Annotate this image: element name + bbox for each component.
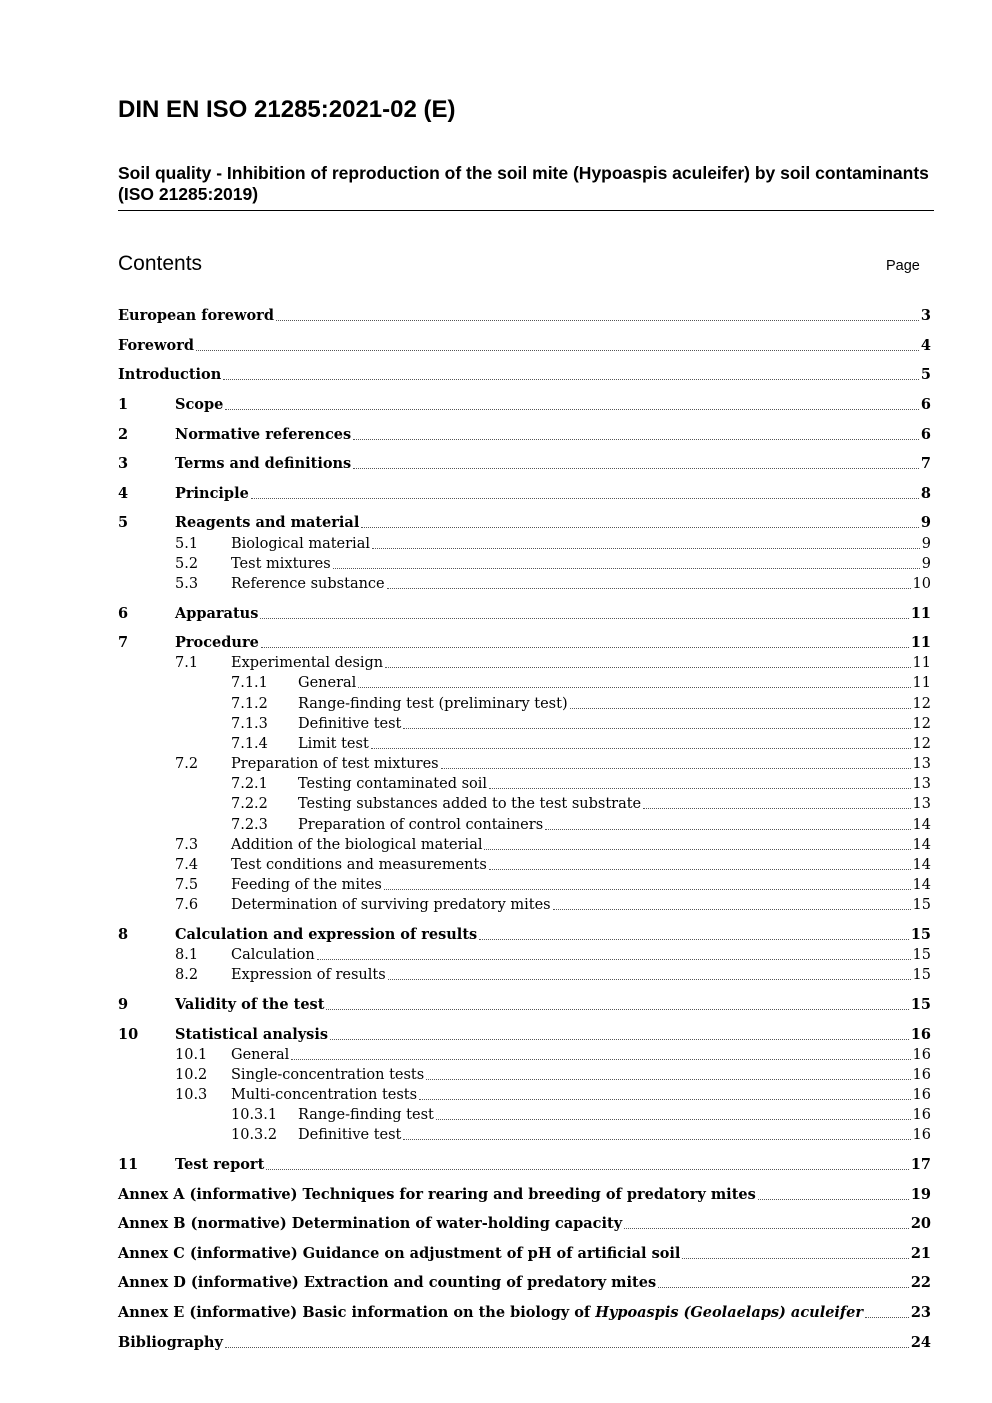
toc-entry-title-text: Foreword <box>118 337 194 354</box>
toc-entry-page: 22 <box>910 1274 931 1291</box>
toc-dot-leader <box>658 1287 909 1288</box>
toc-dot-leader <box>643 808 910 809</box>
document-title: Soil quality - Inhibition of reproduction of the soil mite (Hypoaspis aculeifer) by soil contaminants (ISO 21285:2019) <box>118 163 929 204</box>
toc-entry[interactable] <box>0 513 992 533</box>
toc-entry-number: 5.3 <box>175 576 199 592</box>
toc-entry[interactable] <box>0 653 992 673</box>
toc-dot-leader <box>426 1079 910 1080</box>
toc-entry-title-text: Limit test <box>298 736 369 752</box>
toc-entry-title-text: Preparation of control containers <box>298 817 544 833</box>
toc-entry-title <box>231 1045 289 1065</box>
page-column-label: Page <box>886 258 920 274</box>
toc-dot-leader <box>353 468 919 469</box>
toc-entry-title <box>231 945 315 965</box>
toc-entry-number: 7.2.1 <box>231 776 268 792</box>
toc-entry-page: 14 <box>912 877 931 893</box>
toc-entry-title-text: Definitive test <box>298 1127 402 1143</box>
toc-entry-page: 9 <box>920 514 931 531</box>
toc-entry-title <box>118 1273 656 1293</box>
toc-entry-number: 7.6 <box>175 897 199 913</box>
toc-entry-title-text: Test conditions and measurements <box>231 857 487 873</box>
toc-entry-number: 7.1.4 <box>231 736 268 752</box>
toc-entry-page: 13 <box>912 776 931 792</box>
toc-entry-number: 7.1.2 <box>231 696 268 712</box>
toc-entry-page: 14 <box>912 837 931 853</box>
toc-entry-page: 3 <box>920 307 931 324</box>
toc-dot-leader <box>260 618 908 619</box>
toc-entry-title-text: Range-finding test (preliminary test) <box>298 696 568 712</box>
toc-entry-number: 3 <box>118 455 129 472</box>
toc-entry-title-text: Calculation and expression of results <box>175 926 478 943</box>
title-rule <box>118 210 934 211</box>
toc-entry-title-text: Annex E (informative) Basic information on the biology of <box>118 1304 591 1321</box>
toc-dot-leader <box>371 748 911 749</box>
toc-dot-leader <box>225 1347 909 1348</box>
toc-dot-leader <box>384 889 911 890</box>
toc-entry-title-text: Expression of results <box>231 967 386 983</box>
toc-entry-title-text: Annex D (informative) Extraction and counting of predatory mites <box>118 1274 657 1291</box>
toc-entry[interactable] <box>0 454 992 474</box>
toc-entry-title <box>298 794 641 814</box>
toc-entry[interactable] <box>0 673 992 693</box>
toc-entry-title <box>175 425 351 445</box>
toc-entry-page: 13 <box>912 796 931 812</box>
toc-entry-title <box>298 714 401 734</box>
toc-entry-title <box>118 365 221 385</box>
toc-entry-title <box>298 815 543 835</box>
toc-entry[interactable] <box>0 965 992 985</box>
toc-entry-page: 19 <box>910 1186 931 1203</box>
toc-entry[interactable] <box>0 794 992 814</box>
toc-entry[interactable] <box>0 554 992 574</box>
toc-entry-title <box>175 513 359 533</box>
toc-entry-title <box>231 895 551 915</box>
toc-entry-page: 11 <box>910 605 931 622</box>
toc-entry-title <box>175 1155 264 1175</box>
toc-entry-title-text: Multi-concentration tests <box>231 1087 418 1103</box>
toc-entry-title <box>231 534 370 554</box>
toc-entry-title <box>298 734 369 754</box>
toc-entry[interactable] <box>0 1125 992 1145</box>
toc-entry-number: 9 <box>118 996 129 1013</box>
toc-entry[interactable] <box>0 1025 992 1045</box>
toc-entry-number: 7.1.1 <box>231 675 268 691</box>
toc-dot-leader <box>624 1228 909 1229</box>
toc-dot-leader <box>682 1258 908 1259</box>
toc-entry-title <box>298 1105 434 1125</box>
toc-entry-page: 14 <box>912 857 931 873</box>
toc-entry[interactable] <box>0 1244 992 1264</box>
toc-entry[interactable] <box>0 1333 992 1353</box>
toc-dot-leader <box>317 959 911 960</box>
toc-entry-page: 11 <box>912 675 931 691</box>
toc-dot-leader <box>479 939 909 940</box>
toc-dot-leader <box>553 909 911 910</box>
toc-dot-leader <box>570 708 911 709</box>
toc-entry[interactable] <box>0 484 992 504</box>
toc-entry-page: 24 <box>910 1334 931 1351</box>
toc-entry-number: 7.2.3 <box>231 817 268 833</box>
toc-entry-title-text: Terms and definitions <box>175 455 352 472</box>
toc-entry-page: 15 <box>912 947 931 963</box>
toc-entry-title <box>231 965 386 985</box>
toc-entry-title <box>298 673 356 693</box>
toc-entry[interactable] <box>0 336 992 356</box>
toc-entry[interactable] <box>0 925 992 945</box>
toc-entry-page: 8 <box>920 485 931 502</box>
toc-entry[interactable] <box>0 875 992 895</box>
toc-entry-title-text: Experimental design <box>231 655 384 671</box>
toc-entry-title-text: European foreword <box>118 307 274 324</box>
toc-entry[interactable] <box>0 1273 992 1293</box>
toc-entry-title-text: Normative references <box>175 426 352 443</box>
toc-entry[interactable] <box>0 815 992 835</box>
toc-entry[interactable] <box>0 604 992 624</box>
toc-entry-title <box>231 835 482 855</box>
toc-entry-title <box>231 554 331 574</box>
toc-entry[interactable] <box>0 714 992 734</box>
toc-entry[interactable] <box>0 895 992 915</box>
toc-entry[interactable] <box>0 633 992 653</box>
toc-entry-page: 4 <box>920 337 931 354</box>
toc-dot-leader <box>276 320 919 321</box>
toc-dot-leader <box>441 768 911 769</box>
toc-entry-number: 7.4 <box>175 857 199 873</box>
toc-entry-title <box>231 574 385 594</box>
toc-entry-page: 16 <box>912 1067 931 1083</box>
toc-entry[interactable] <box>0 1214 992 1234</box>
toc-entry-title-text: Validity of the test <box>175 996 325 1013</box>
toc-entry-title <box>118 336 194 356</box>
toc-entry[interactable] <box>0 995 992 1015</box>
toc-entry-page: 12 <box>912 736 931 752</box>
toc-dot-leader <box>403 728 910 729</box>
toc-entry-title-text: Introduction <box>118 366 222 383</box>
toc-entry[interactable] <box>0 395 992 415</box>
toc-dot-leader <box>387 588 911 589</box>
toc-entry-title <box>118 1303 863 1323</box>
toc-entry-title-text: Range-finding test <box>298 1107 434 1123</box>
toc-entry-number: 10.2 <box>175 1067 208 1083</box>
toc-entry-page: 7 <box>920 455 931 472</box>
toc-entry-title-text: Testing substances added to the test substrate <box>298 796 642 812</box>
document-id: DIN EN ISO 21285:2021-02 (E) <box>118 96 456 123</box>
toc-entry-number: 10.3 <box>175 1087 208 1103</box>
toc-entry-number: 5.2 <box>175 556 199 572</box>
toc-entry-title-text: Annex A (informative) Techniques for rearing and breeding of predatory mites <box>118 1186 756 1203</box>
toc-entry[interactable] <box>0 1105 992 1125</box>
toc-entry-title <box>175 484 249 504</box>
toc-entry-title-text: Apparatus <box>175 605 259 622</box>
toc-dot-leader <box>403 1139 910 1140</box>
toc-entry-title-text: Test report <box>175 1156 265 1173</box>
toc-entry-page: 5 <box>920 366 931 383</box>
toc-entry-page: 9 <box>921 536 931 552</box>
toc-entry-page: 15 <box>910 926 931 943</box>
toc-entry-title <box>231 1085 417 1105</box>
toc-entry-title-text: Biological material <box>231 536 370 552</box>
toc-entry-title-text: Reference substance <box>231 576 385 592</box>
toc-entry-page: 10 <box>912 576 931 592</box>
toc-entry-title-text: General <box>231 1047 290 1063</box>
toc-dot-leader <box>353 439 919 440</box>
toc-dot-leader <box>330 1039 909 1040</box>
toc-entry-number: 2 <box>118 426 129 443</box>
toc-entry-number: 4 <box>118 485 129 502</box>
toc-entry-number: 7.2 <box>175 756 199 772</box>
toc-dot-leader <box>358 687 910 688</box>
toc-entry-title <box>118 306 274 326</box>
toc-entry-title-text: Statistical analysis <box>175 1026 329 1043</box>
toc-entry-title <box>175 1025 328 1045</box>
toc-dot-leader <box>489 788 911 789</box>
toc-entry[interactable] <box>0 694 992 714</box>
toc-entry-title <box>298 694 568 714</box>
toc-entry-title-text: Scope <box>175 396 224 413</box>
toc-entry[interactable] <box>0 835 992 855</box>
toc-entry-title-italic: Hypoaspis (Geolaelaps) aculeifer <box>595 1304 864 1321</box>
toc-entry-title-text: Procedure <box>175 634 259 651</box>
toc-entry-title-text: Addition of the biological material <box>231 837 483 853</box>
toc-entry-title-text: Annex B (normative) Determination of water-holding capacity <box>118 1215 623 1232</box>
toc-entry-title-text: Determination of surviving predatory mites <box>231 897 551 913</box>
toc-entry-title <box>175 633 259 653</box>
toc-entry-title <box>175 454 351 474</box>
toc-entry-title-text: Testing contaminated soil <box>298 776 488 792</box>
toc-entry-page: 9 <box>921 556 931 572</box>
toc-entry-title <box>118 1333 223 1353</box>
toc-dot-leader <box>385 667 910 668</box>
toc-entry-page: 14 <box>912 817 931 833</box>
toc-entry-title <box>231 855 487 875</box>
toc-dot-leader <box>261 647 909 648</box>
toc-entry[interactable] <box>0 1155 992 1175</box>
toc-dot-leader <box>225 409 919 410</box>
toc-dot-leader <box>436 1119 911 1120</box>
toc-entry-number: 7.5 <box>175 877 199 893</box>
toc-entry-number: 1 <box>118 396 129 413</box>
toc-entry-number: 7.2.2 <box>231 796 268 812</box>
toc-entry-title <box>231 1065 424 1085</box>
toc-entry[interactable] <box>0 1045 992 1065</box>
toc-entry[interactable] <box>0 574 992 594</box>
toc-entry-title <box>231 875 382 895</box>
toc-dot-leader <box>326 1009 908 1010</box>
toc-entry[interactable] <box>0 855 992 875</box>
toc-entry-title-text: Principle <box>175 485 249 502</box>
toc-entry-page: 6 <box>920 396 931 413</box>
toc-entry-number: 8.1 <box>175 947 199 963</box>
toc-entry-title-text: Annex C (informative) Guidance on adjustment of pH of artificial soil <box>118 1245 681 1262</box>
toc-dot-leader <box>196 350 919 351</box>
toc-entry-number: 6 <box>118 605 129 622</box>
toc-entry[interactable] <box>0 945 992 965</box>
toc-entry-page: 16 <box>912 1087 931 1103</box>
toc-dot-leader <box>266 1169 909 1170</box>
toc-entry-page: 16 <box>912 1047 931 1063</box>
contents-heading: Contents <box>118 252 203 275</box>
toc-entry-page: 13 <box>912 756 931 772</box>
toc-entry[interactable] <box>0 734 992 754</box>
toc-dot-leader <box>372 548 920 549</box>
toc-entry[interactable] <box>0 754 992 774</box>
toc-entry-page: 21 <box>910 1245 931 1262</box>
toc-entry-number: 7.3 <box>175 837 199 853</box>
toc-entry-page: 11 <box>910 634 931 651</box>
toc-entry-page: 16 <box>912 1107 931 1123</box>
toc-entry[interactable] <box>0 1185 992 1205</box>
toc-entry-title-text: Reagents and material <box>175 514 360 531</box>
toc-entry-title <box>298 774 487 794</box>
toc-dot-leader <box>484 849 910 850</box>
toc-entry-number: 10.3.2 <box>231 1127 278 1143</box>
toc-dot-leader <box>545 829 910 830</box>
toc-entry-page: 15 <box>910 996 931 1013</box>
toc-entry-title <box>118 1244 680 1264</box>
toc-entry-page: 16 <box>910 1026 931 1043</box>
toc-entry-number: 7 <box>118 634 129 651</box>
toc-entry-number: 10 <box>118 1026 139 1043</box>
toc-entry[interactable] <box>0 306 992 326</box>
toc-entry-number: 8.2 <box>175 967 199 983</box>
toc-entry[interactable] <box>0 774 992 794</box>
toc-entry-title <box>118 1214 622 1234</box>
toc-entry-number: 10.1 <box>175 1047 208 1063</box>
toc-entry-number: 7.1.3 <box>231 716 268 732</box>
toc-entry-title <box>298 1125 401 1145</box>
toc-entry[interactable] <box>0 1303 992 1323</box>
toc-entry[interactable] <box>0 1085 992 1105</box>
toc-dot-leader <box>758 1199 909 1200</box>
toc-dot-leader <box>361 527 919 528</box>
toc-entry-title-text: Single-concentration tests <box>231 1067 425 1083</box>
toc-entry-title-text: Calculation <box>231 947 315 963</box>
toc-dot-leader <box>865 1317 909 1318</box>
toc-entry-page: 6 <box>920 426 931 443</box>
toc-entry-title <box>175 395 223 415</box>
toc-entry-number: 7.1 <box>175 655 199 671</box>
toc-entry-page: 15 <box>912 897 931 913</box>
toc-entry-title <box>231 653 383 673</box>
toc-entry[interactable] <box>0 534 992 554</box>
toc-entry-title-text: Test mixtures <box>231 556 331 572</box>
toc-entry-title <box>118 1185 756 1205</box>
toc-dot-leader <box>333 568 920 569</box>
toc-entry-number: 11 <box>118 1156 139 1173</box>
toc-entry-page: 23 <box>910 1304 931 1321</box>
toc-dot-leader <box>251 498 919 499</box>
toc-dot-leader <box>388 979 911 980</box>
toc-dot-leader <box>419 1099 910 1100</box>
toc-entry[interactable] <box>0 1065 992 1085</box>
toc-entry-title <box>231 754 439 774</box>
toc-entry-title <box>175 604 258 624</box>
toc-entry-number: 5.1 <box>175 536 199 552</box>
toc-entry-title-text: Bibliography <box>118 1334 223 1351</box>
toc-entry-number: 10.3.1 <box>231 1107 278 1123</box>
toc-dot-leader <box>489 869 911 870</box>
toc-entry[interactable] <box>0 365 992 385</box>
toc-entry-page: 12 <box>912 696 931 712</box>
toc-entry-title-text: Preparation of test mixtures <box>231 756 439 772</box>
toc-entry-title-text: Feeding of the mites <box>231 877 382 893</box>
toc-entry-title <box>175 995 324 1015</box>
toc-entry-page: 17 <box>910 1156 931 1173</box>
toc-entry-number: 5 <box>118 514 129 531</box>
toc-entry[interactable] <box>0 425 992 445</box>
toc-dot-leader <box>291 1059 910 1060</box>
toc-entry-title-text: Definitive test <box>298 716 402 732</box>
toc-entry-page: 16 <box>912 1127 931 1143</box>
toc-entry-page: 15 <box>912 967 931 983</box>
toc-entry-page: 12 <box>912 716 931 732</box>
toc-entry-page: 11 <box>912 655 931 671</box>
toc-dot-leader <box>223 379 919 380</box>
toc-entry-page: 20 <box>910 1215 931 1232</box>
toc-entry-title <box>175 925 477 945</box>
toc-entry-title-text: General <box>298 675 357 691</box>
toc-entry-number: 8 <box>118 926 129 943</box>
